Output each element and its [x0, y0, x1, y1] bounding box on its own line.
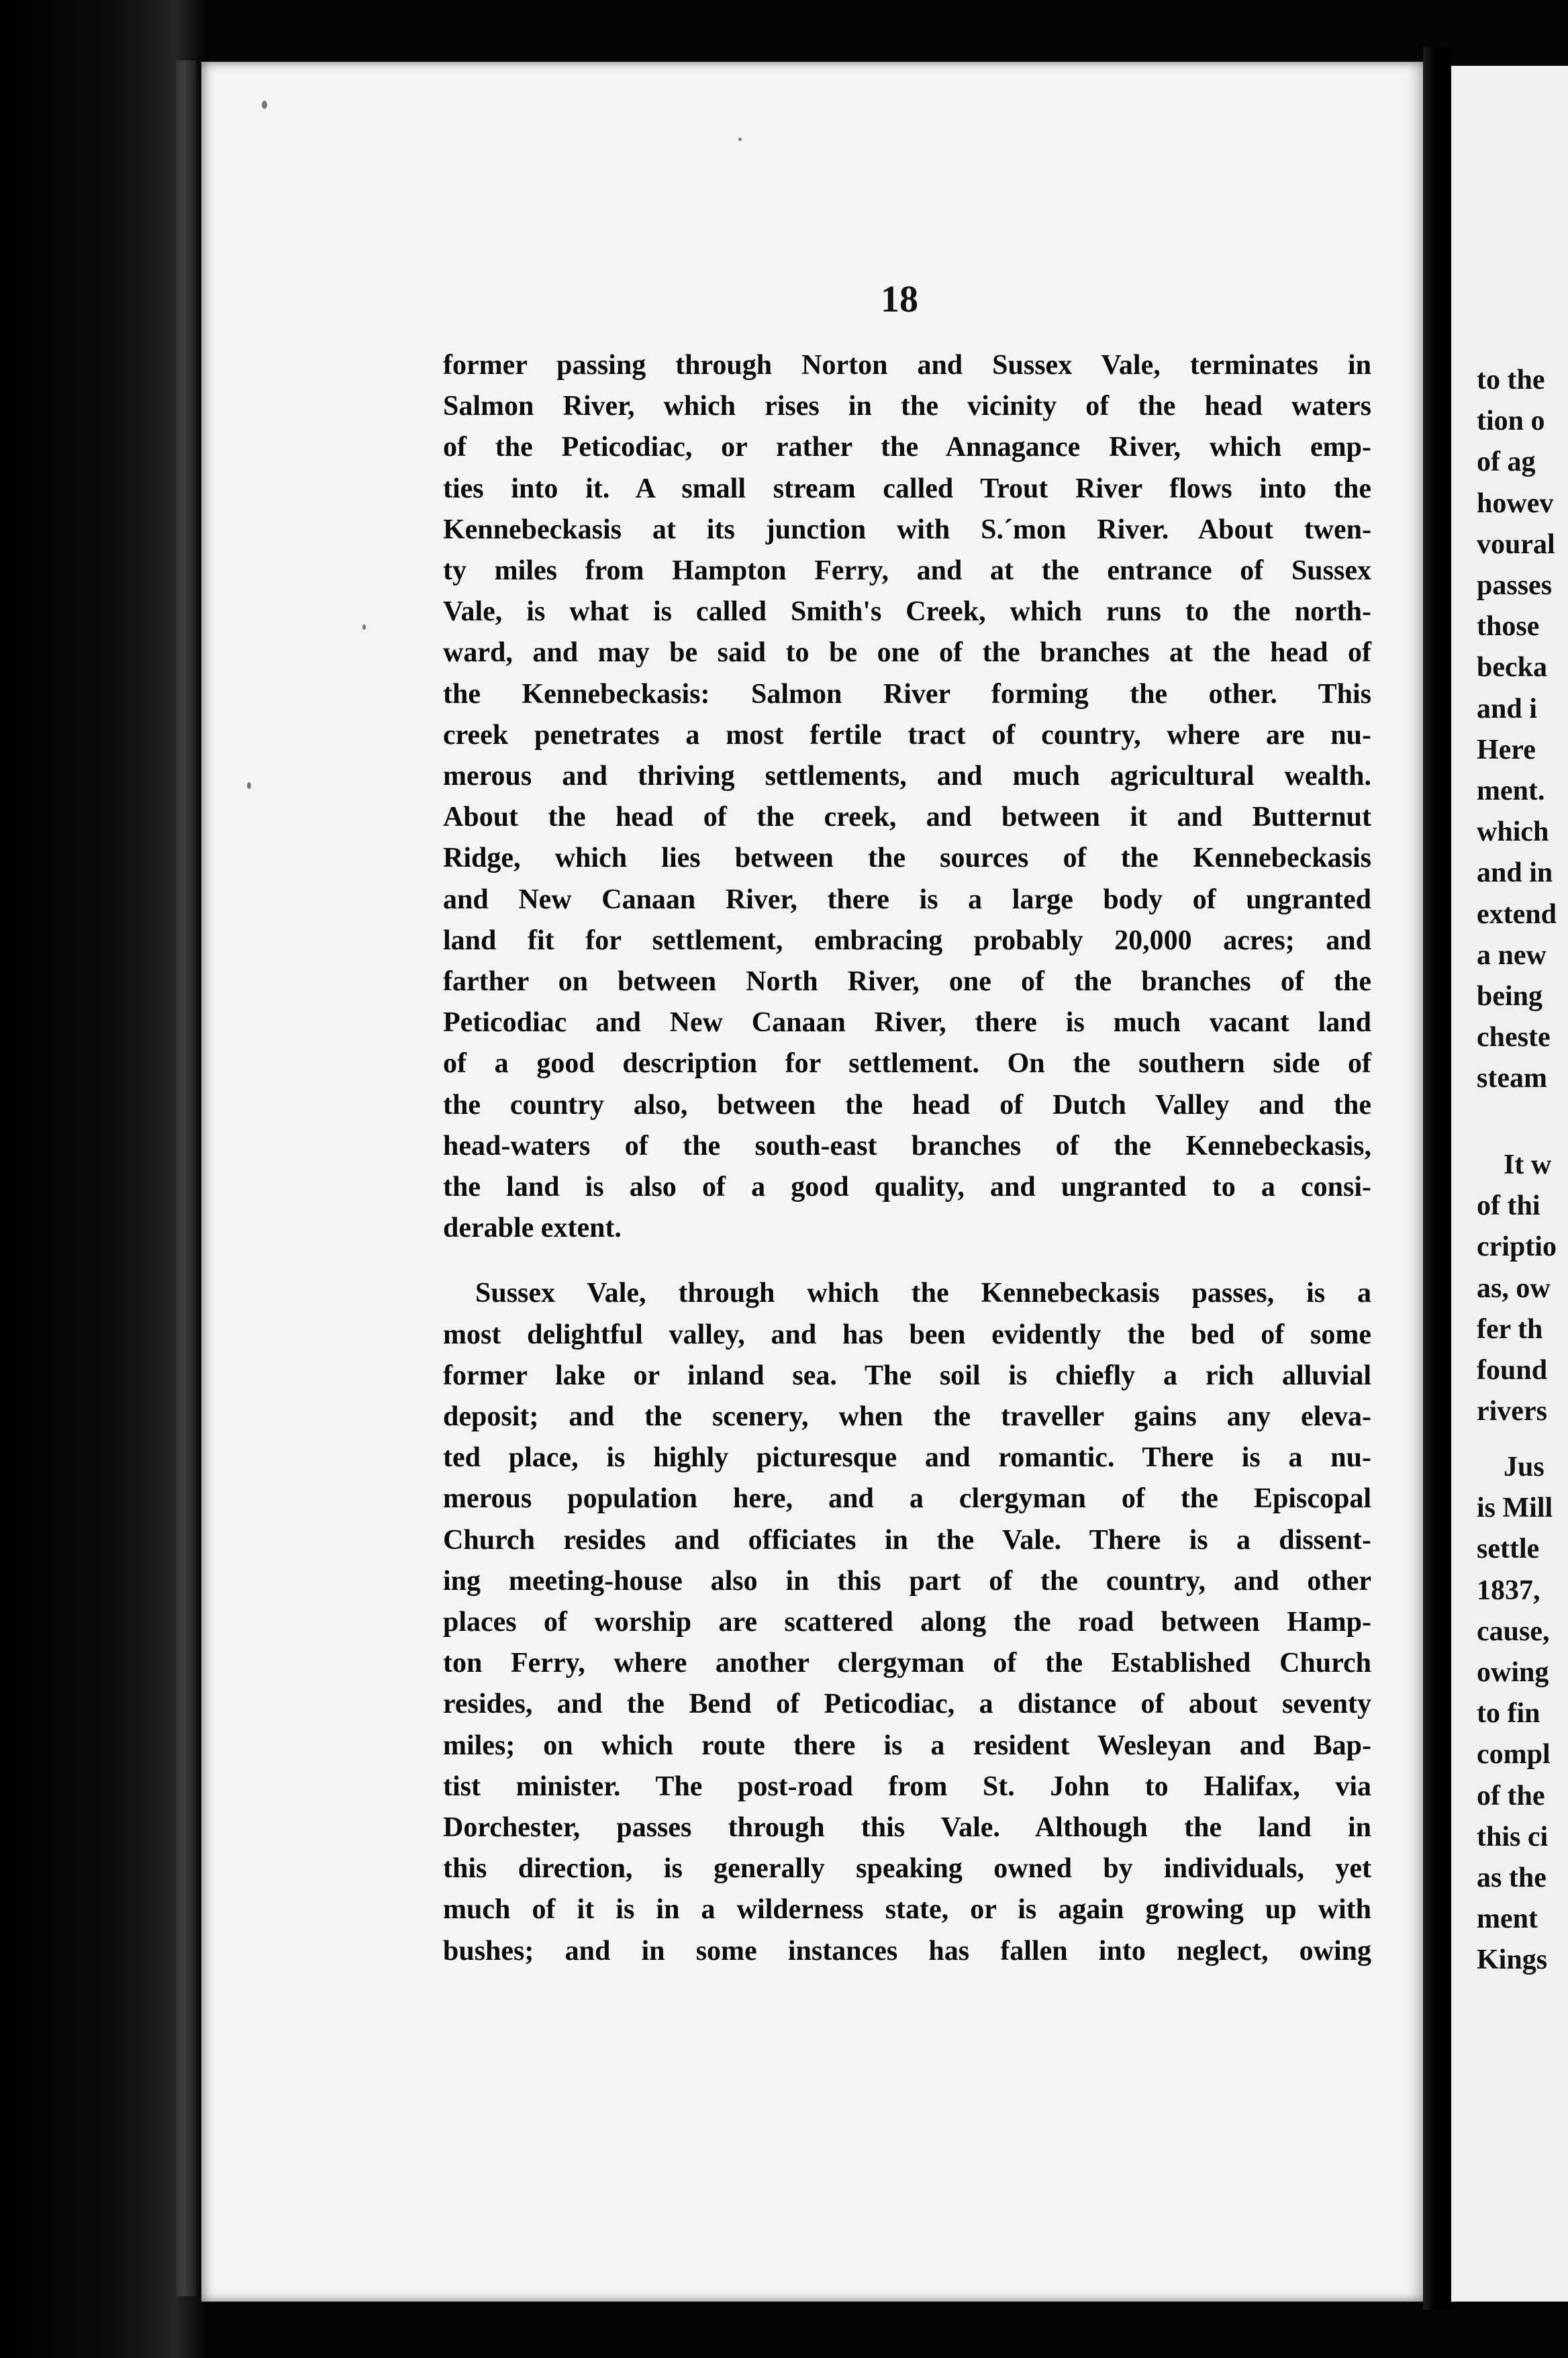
facing-text-line: 1837,	[1477, 1575, 1540, 1606]
facing-text-line: steam	[1477, 1063, 1547, 1094]
facing-text-line: rivers	[1477, 1396, 1547, 1427]
text-line: ty miles from Hampton Ferry, and at the entrance of Sussex	[443, 555, 1371, 586]
text-line: Sussex Vale, through which the Kennebeckasis passes, is a	[475, 1278, 1371, 1309]
text-line: ing meeting-house also in this part of the country, and other	[443, 1566, 1371, 1597]
facing-text-line: of the	[1477, 1781, 1545, 1811]
text-line: resides, and the Bend of Peticodiac, a distance of about seventy	[443, 1689, 1371, 1719]
text-line: former lake or inland sea. The soil is chiefly a rich alluvial	[443, 1360, 1371, 1391]
dust-speck	[247, 782, 251, 789]
dust-speck	[262, 101, 267, 109]
page-number: 18	[881, 279, 918, 320]
text-line: ties into it. A small stream called Trout River flows into the	[443, 473, 1371, 504]
text-line: of a good description for settlement. On the southern side of	[443, 1048, 1371, 1079]
facing-text-line: passes	[1477, 570, 1553, 601]
text-line: farther on between North River, one of the branches of the	[443, 966, 1371, 997]
facing-text-line: this ci	[1477, 1822, 1549, 1852]
text-line: land fit for settlement, embracing probably 20,000 acres; and	[443, 925, 1371, 956]
text-line: Dorchester, passes through this Vale. Although the land in	[443, 1812, 1371, 1843]
facing-text-line: Jus	[1504, 1452, 1545, 1482]
facing-text-line: becka	[1477, 652, 1547, 683]
facing-text-line: a new	[1477, 940, 1547, 971]
facing-text-line: and in	[1477, 857, 1553, 888]
facing-text-line: extend	[1477, 899, 1557, 930]
facing-text-line: to fin	[1477, 1698, 1540, 1729]
facing-text-line: as the	[1477, 1862, 1547, 1893]
text-line: deposit; and the scenery, when the traveller gains any eleva-	[443, 1401, 1371, 1432]
text-line: former passing through Norton and Sussex Vale, terminates in	[443, 350, 1371, 381]
facing-text-line: ment.	[1477, 775, 1545, 806]
text-line: ted place, is highly picturesque and romantic. There is a nu-	[443, 1442, 1371, 1473]
text-line: Vale, is what is called Smith's Creek, which runs to the north-	[443, 596, 1371, 627]
text-line: ward, and may be said to be one of the branches at the head of	[443, 637, 1371, 668]
text-line: much of it is in a wilderness state, or is again growing up with	[443, 1894, 1371, 1925]
facing-text-line: being	[1477, 981, 1543, 1012]
facing-text-line: Kings	[1477, 1944, 1548, 1975]
facing-text-line: and i	[1477, 694, 1537, 724]
text-line: and New Canaan River, there is a large body of ungranted	[443, 884, 1371, 915]
dust-speck	[362, 624, 366, 630]
facing-text-line: which	[1477, 816, 1549, 847]
text-line: Ridge, which lies between the sources of the Kennebeckasis	[443, 843, 1371, 874]
text-line: the Kennebeckasis: Salmon River forming the other. This	[443, 679, 1371, 710]
facing-page-fragment	[1451, 66, 1568, 2302]
text-line: ton Ferry, where another clergyman of the Established Church	[443, 1648, 1371, 1679]
text-line: head-waters of the south-east branches of the Kennebeckasis,	[443, 1131, 1371, 1162]
facing-text-line: ment	[1477, 1903, 1538, 1934]
facing-text-line: is Mill	[1477, 1493, 1553, 1523]
facing-text-line: criptio	[1477, 1231, 1557, 1262]
text-line: places of worship are scattered along the road between Hamp-	[443, 1607, 1371, 1638]
facing-text-line: as, ow	[1477, 1273, 1551, 1304]
text-line: creek penetrates a most fertile tract of country, where are nu-	[443, 720, 1371, 751]
text-line: of the Peticodiac, or rather the Annagance River, which emp-	[443, 432, 1371, 463]
text-line: the country also, between the head of Dutch Valley and the	[443, 1090, 1371, 1121]
text-line: Church resides and officiates in the Vale. There is a dissent-	[443, 1525, 1371, 1556]
facing-text-line: howev	[1477, 488, 1554, 519]
text-line: most delightful valley, and has been evidently the bed of some	[443, 1319, 1371, 1350]
facing-text-line: It w	[1504, 1149, 1552, 1180]
text-line: merous population here, and a clergyman of the Episcopal	[443, 1483, 1371, 1514]
text-line: Peticodiac and New Canaan River, there is much vacant land	[443, 1007, 1371, 1038]
text-line: derable extent.	[443, 1213, 622, 1243]
page-gutter-shadow	[1423, 47, 1453, 2310]
text-line: merous and thriving settlements, and much agricultural wealth.	[443, 761, 1371, 792]
facing-text-line: voural	[1477, 529, 1555, 560]
facing-text-line: to the	[1477, 365, 1545, 395]
facing-text-line: those	[1477, 611, 1540, 642]
facing-text-line: of ag	[1477, 446, 1536, 477]
text-line: Kennebeckasis at its junction with S.´mon River. About twen-	[443, 514, 1371, 545]
facing-text-line: owing	[1477, 1657, 1549, 1688]
text-line: bushes; and in some instances has fallen into neglect, owing	[443, 1936, 1371, 1967]
body-text	[443, 0, 1371, 2358]
text-line: miles; on which route there is a resident Wesleyan and Bap-	[443, 1730, 1371, 1761]
facing-text-line: fer th	[1477, 1314, 1543, 1345]
facing-text-line: compl	[1477, 1739, 1551, 1770]
text-line: Salmon River, which rises in the vicinity of the head waters	[443, 391, 1371, 422]
facing-text-line: settle	[1477, 1534, 1540, 1564]
text-line: About the head of the creek, and between it and Butternut	[443, 802, 1371, 833]
facing-text-line: of thi	[1477, 1190, 1540, 1221]
facing-text-line: tion o	[1477, 406, 1545, 436]
book-spine-strip	[176, 60, 196, 2296]
facing-text-line: Here	[1477, 735, 1536, 765]
text-line: tist minister. The post-road from St. John to Halifax, via	[443, 1771, 1371, 1802]
facing-text-line: cause,	[1477, 1616, 1550, 1647]
text-line: the land is also of a good quality, and ungranted to a consi-	[443, 1172, 1371, 1202]
text-line: this direction, is generally speaking owned by individuals, yet	[443, 1853, 1371, 1884]
facing-text-line: cheste	[1477, 1022, 1551, 1053]
facing-text-line: found	[1477, 1355, 1548, 1386]
